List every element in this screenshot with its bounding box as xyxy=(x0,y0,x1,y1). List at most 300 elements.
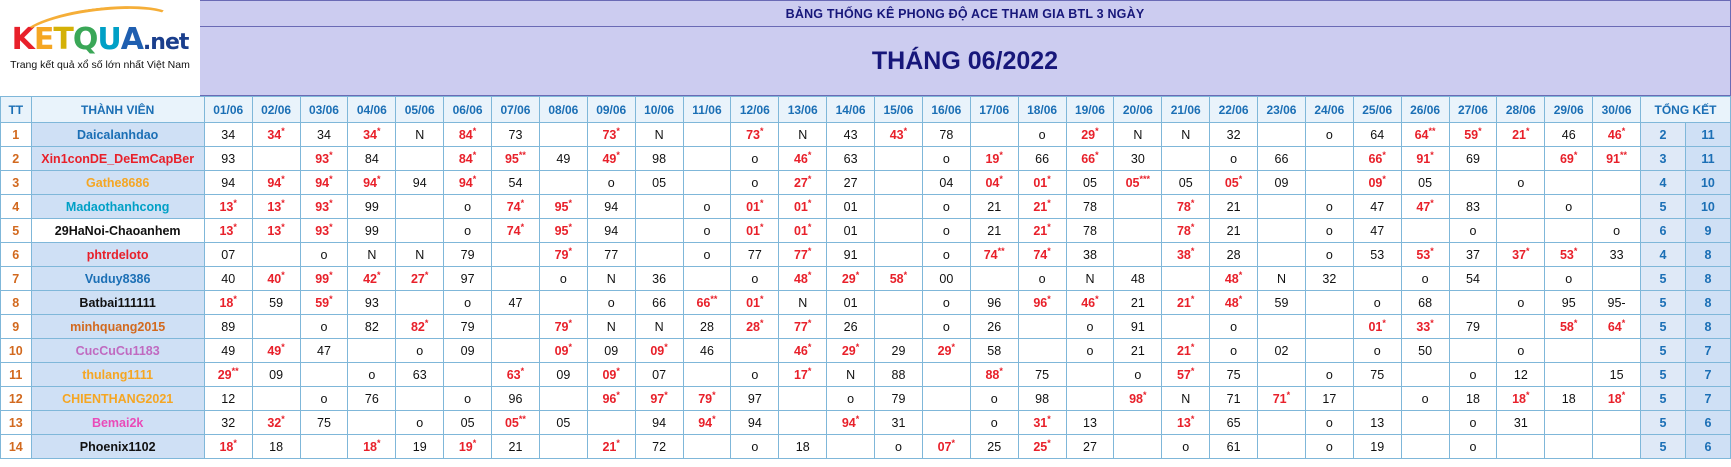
row-index: 11 xyxy=(1,363,32,387)
day-cell xyxy=(1258,411,1306,435)
day-cell xyxy=(683,435,731,459)
day-cell xyxy=(1545,219,1593,243)
day-cell: o xyxy=(1449,363,1497,387)
day-cell xyxy=(1593,411,1641,435)
header-right xyxy=(200,0,1731,96)
day-cell: 19 xyxy=(396,435,444,459)
day-cell: 95* xyxy=(539,195,587,219)
day-cell: 34* xyxy=(252,123,300,147)
column-header-day-16: 16/06 xyxy=(922,97,970,123)
member-name[interactable]: phtrdeloto xyxy=(31,243,204,267)
day-cell xyxy=(396,195,444,219)
column-header-day-7: 07/06 xyxy=(492,97,540,123)
day-cell: 63* xyxy=(492,363,540,387)
day-cell: 05 xyxy=(444,411,492,435)
day-cell: 64** xyxy=(1401,123,1449,147)
day-cell xyxy=(1545,363,1593,387)
day-cell: N xyxy=(1114,123,1162,147)
day-cell: 82 xyxy=(348,315,396,339)
month-title: THÁNG 06/2022 xyxy=(200,27,1731,96)
day-cell xyxy=(779,387,827,411)
day-cell: o xyxy=(1018,267,1066,291)
day-cell: o xyxy=(875,435,923,459)
column-header-day-26: 26/06 xyxy=(1401,97,1449,123)
day-cell xyxy=(1305,291,1353,315)
day-cell: 04 xyxy=(922,171,970,195)
day-cell: 74* xyxy=(1018,243,1066,267)
column-header-day-14: 14/06 xyxy=(827,97,875,123)
day-cell: 09* xyxy=(587,363,635,387)
day-cell: 58* xyxy=(875,267,923,291)
day-cell: o xyxy=(444,387,492,411)
day-cell xyxy=(1114,219,1162,243)
day-cell: 94 xyxy=(587,219,635,243)
day-cell: 01* xyxy=(779,219,827,243)
day-cell: N xyxy=(1162,123,1210,147)
day-cell: 77 xyxy=(731,243,779,267)
day-cell: o xyxy=(396,411,444,435)
day-cell: 79 xyxy=(1449,315,1497,339)
day-cell: 26 xyxy=(827,315,875,339)
day-cell xyxy=(1545,171,1593,195)
day-cell: o xyxy=(1449,435,1497,459)
day-cell: o xyxy=(1497,291,1545,315)
day-cell: 97* xyxy=(635,387,683,411)
member-name[interactable]: CHIENTHANG2021 xyxy=(31,387,204,411)
total-a: 4 xyxy=(1641,243,1686,267)
day-cell: 91 xyxy=(1114,315,1162,339)
column-header-day-4: 04/06 xyxy=(348,97,396,123)
day-cell xyxy=(683,171,731,195)
day-cell: 19 xyxy=(1353,435,1401,459)
row-index: 3 xyxy=(1,171,32,195)
day-cell: 49* xyxy=(252,339,300,363)
day-cell: 21 xyxy=(492,435,540,459)
day-cell: 07* xyxy=(922,435,970,459)
day-cell: 18* xyxy=(1593,387,1641,411)
day-cell: 78 xyxy=(922,123,970,147)
day-cell: 74** xyxy=(970,243,1018,267)
day-cell: 64* xyxy=(1593,315,1641,339)
day-cell: 66 xyxy=(1258,147,1306,171)
day-cell: 65 xyxy=(1210,411,1258,435)
day-cell: o xyxy=(1210,339,1258,363)
day-cell xyxy=(683,267,731,291)
day-cell: N xyxy=(587,267,635,291)
column-header-day-3: 03/06 xyxy=(300,97,348,123)
day-cell: 28 xyxy=(683,315,731,339)
day-cell xyxy=(1401,363,1449,387)
day-cell: 91* xyxy=(1401,147,1449,171)
day-cell: 73* xyxy=(587,123,635,147)
day-cell: 53* xyxy=(1545,243,1593,267)
day-cell: 09 xyxy=(539,363,587,387)
day-cell: N xyxy=(1258,267,1306,291)
member-name[interactable]: Daicalanhdao xyxy=(31,123,204,147)
day-cell xyxy=(875,195,923,219)
day-cell: o xyxy=(300,315,348,339)
day-cell: 42* xyxy=(348,267,396,291)
day-cell: 13* xyxy=(204,219,252,243)
day-cell xyxy=(827,435,875,459)
column-header-day-9: 09/06 xyxy=(587,97,635,123)
day-cell xyxy=(348,339,396,363)
column-header-day-23: 23/06 xyxy=(1258,97,1306,123)
day-cell xyxy=(1066,387,1114,411)
day-cell: o xyxy=(1401,387,1449,411)
day-cell xyxy=(252,315,300,339)
day-cell: 64 xyxy=(1353,123,1401,147)
day-cell: 94 xyxy=(635,411,683,435)
column-header-day-13: 13/06 xyxy=(779,97,827,123)
total-b: 11 xyxy=(1685,147,1730,171)
column-header-day-8: 08/06 xyxy=(539,97,587,123)
day-cell xyxy=(1497,219,1545,243)
day-cell: 25* xyxy=(1018,435,1066,459)
day-cell xyxy=(683,363,731,387)
day-cell: 37 xyxy=(1449,243,1497,267)
row-index: 9 xyxy=(1,315,32,339)
day-cell xyxy=(492,243,540,267)
day-cell xyxy=(1066,363,1114,387)
day-cell: 66 xyxy=(1018,147,1066,171)
day-cell: 79 xyxy=(444,315,492,339)
day-cell: 13* xyxy=(252,219,300,243)
day-cell: 59 xyxy=(1258,291,1306,315)
day-cell: 19* xyxy=(970,147,1018,171)
day-cell xyxy=(1305,339,1353,363)
day-cell: 49* xyxy=(587,147,635,171)
day-cell: 94 xyxy=(587,195,635,219)
column-header-day-15: 15/06 xyxy=(875,97,923,123)
day-cell: 18* xyxy=(1497,387,1545,411)
day-cell: 46 xyxy=(683,339,731,363)
row-index: 6 xyxy=(1,243,32,267)
column-header-day-19: 19/06 xyxy=(1066,97,1114,123)
day-cell: o xyxy=(922,195,970,219)
total-b: 7 xyxy=(1685,387,1730,411)
day-cell xyxy=(300,435,348,459)
table-row xyxy=(1,267,1731,291)
column-header-day-25: 25/06 xyxy=(1353,97,1401,123)
day-cell: 50 xyxy=(1401,339,1449,363)
day-cell xyxy=(396,387,444,411)
day-cell xyxy=(683,123,731,147)
day-cell: o xyxy=(683,243,731,267)
day-cell xyxy=(1305,315,1353,339)
day-cell: 31 xyxy=(875,411,923,435)
day-cell: 01* xyxy=(779,195,827,219)
day-cell: 07 xyxy=(635,363,683,387)
total-a: 6 xyxy=(1641,219,1686,243)
total-b: 8 xyxy=(1685,267,1730,291)
day-cell: 27* xyxy=(779,171,827,195)
day-cell: 94* xyxy=(348,171,396,195)
day-cell: o xyxy=(1593,219,1641,243)
day-cell: 78 xyxy=(1066,219,1114,243)
day-cell: 21* xyxy=(1497,123,1545,147)
day-cell: 29* xyxy=(827,339,875,363)
day-cell: 47* xyxy=(1401,195,1449,219)
row-index: 10 xyxy=(1,339,32,363)
day-cell: o xyxy=(1305,243,1353,267)
day-cell: 66* xyxy=(1353,147,1401,171)
day-cell: 98 xyxy=(635,147,683,171)
day-cell xyxy=(731,339,779,363)
day-cell: o xyxy=(827,387,875,411)
member-name[interactable]: minhquang2015 xyxy=(31,315,204,339)
day-cell: 96 xyxy=(492,387,540,411)
day-cell: 79* xyxy=(539,243,587,267)
day-cell: 15 xyxy=(1593,363,1641,387)
total-a: 5 xyxy=(1641,387,1686,411)
member-name[interactable]: Phoenix1102 xyxy=(31,435,204,459)
member-name[interactable]: Madaothanhcong xyxy=(31,195,204,219)
day-cell: 13* xyxy=(1162,411,1210,435)
day-cell: 09* xyxy=(1353,171,1401,195)
logo-letter-k: K xyxy=(11,21,34,57)
day-cell: o xyxy=(1162,435,1210,459)
table-row xyxy=(1,123,1731,147)
day-cell xyxy=(1353,387,1401,411)
day-cell: o xyxy=(731,363,779,387)
day-cell: 59* xyxy=(300,291,348,315)
day-cell: 88 xyxy=(875,363,923,387)
day-cell: N xyxy=(348,243,396,267)
day-cell: 63 xyxy=(827,147,875,171)
day-cell: 98* xyxy=(1114,387,1162,411)
day-cell xyxy=(1401,435,1449,459)
day-cell xyxy=(492,315,540,339)
column-header-day-2: 02/06 xyxy=(252,97,300,123)
day-cell: 01* xyxy=(731,195,779,219)
day-cell: o xyxy=(1066,339,1114,363)
day-cell: 29 xyxy=(875,339,923,363)
day-cell: 75 xyxy=(1018,363,1066,387)
day-cell xyxy=(1258,243,1306,267)
day-cell: 19* xyxy=(444,435,492,459)
day-cell: 71 xyxy=(1210,387,1258,411)
day-cell: 32 xyxy=(204,411,252,435)
day-cell: 57* xyxy=(1162,363,1210,387)
day-cell: 34 xyxy=(204,123,252,147)
day-cell xyxy=(492,339,540,363)
total-b: 7 xyxy=(1685,363,1730,387)
day-cell xyxy=(635,219,683,243)
total-b: 10 xyxy=(1685,195,1730,219)
total-b: 10 xyxy=(1685,171,1730,195)
day-cell: 88* xyxy=(970,363,1018,387)
member-name[interactable]: Batbai111111 xyxy=(31,291,204,315)
member-name[interactable]: Bemai2k xyxy=(31,411,204,435)
day-cell: 99 xyxy=(348,195,396,219)
day-cell: 54 xyxy=(1449,267,1497,291)
day-cell: 05*** xyxy=(1114,171,1162,195)
day-cell: 18* xyxy=(204,435,252,459)
day-cell: 83 xyxy=(1449,195,1497,219)
day-cell: 38* xyxy=(1162,243,1210,267)
banner-title: BẢNG THỐNG KÊ PHONG ĐỘ ACE THAM GIA BTL 3 NGÀY xyxy=(200,0,1731,27)
member-name[interactable]: Gathe8686 xyxy=(31,171,204,195)
day-cell: 99* xyxy=(300,267,348,291)
day-cell: 01* xyxy=(1018,171,1066,195)
day-cell: 77* xyxy=(779,243,827,267)
day-cell: 21* xyxy=(1018,195,1066,219)
day-cell: 27* xyxy=(396,267,444,291)
day-cell: N xyxy=(396,123,444,147)
day-cell: o xyxy=(539,267,587,291)
day-cell: 49 xyxy=(539,147,587,171)
day-cell xyxy=(252,147,300,171)
day-cell: 13* xyxy=(252,195,300,219)
total-a: 5 xyxy=(1641,195,1686,219)
day-cell xyxy=(348,411,396,435)
day-cell: 26 xyxy=(970,315,1018,339)
day-cell: 05 xyxy=(539,411,587,435)
day-cell: 27 xyxy=(827,171,875,195)
day-cell: 34 xyxy=(300,123,348,147)
day-cell: N xyxy=(635,315,683,339)
day-cell: o xyxy=(922,243,970,267)
day-cell: 01* xyxy=(731,291,779,315)
logo-letter-t: T xyxy=(53,21,73,57)
day-cell: 28 xyxy=(1210,243,1258,267)
day-cell: 74* xyxy=(492,219,540,243)
member-name[interactable]: Vuduy8386 xyxy=(31,267,204,291)
day-cell: 21 xyxy=(1210,195,1258,219)
day-cell: 12 xyxy=(204,387,252,411)
day-cell: 01* xyxy=(731,219,779,243)
day-cell: 77* xyxy=(779,315,827,339)
day-cell: N xyxy=(1066,267,1114,291)
day-cell: 40 xyxy=(204,267,252,291)
logo-letter-e: E xyxy=(33,21,54,57)
day-cell: 59 xyxy=(252,291,300,315)
day-cell: 48* xyxy=(779,267,827,291)
day-cell xyxy=(1545,411,1593,435)
member-name[interactable]: CucCuCu1183 xyxy=(31,339,204,363)
member-name[interactable]: 29HaNoi-Chaoanhem xyxy=(31,219,204,243)
day-cell: 47 xyxy=(1353,195,1401,219)
day-cell: 09* xyxy=(635,339,683,363)
day-cell: o xyxy=(1353,339,1401,363)
day-cell: 94* xyxy=(300,171,348,195)
day-cell: 95** xyxy=(492,147,540,171)
column-header-day-12: 12/06 xyxy=(731,97,779,123)
day-cell: 97 xyxy=(731,387,779,411)
day-cell: o xyxy=(1449,219,1497,243)
day-cell xyxy=(1449,291,1497,315)
day-cell: o xyxy=(683,219,731,243)
day-cell: 68 xyxy=(1401,291,1449,315)
day-cell: 66* xyxy=(1066,147,1114,171)
day-cell: 00 xyxy=(922,267,970,291)
day-cell: 69* xyxy=(1545,147,1593,171)
day-cell xyxy=(779,411,827,435)
total-b: 9 xyxy=(1685,219,1730,243)
day-cell: o xyxy=(970,411,1018,435)
day-cell: 75 xyxy=(1353,363,1401,387)
total-a: 5 xyxy=(1641,291,1686,315)
total-b: 8 xyxy=(1685,291,1730,315)
day-cell: 13* xyxy=(204,195,252,219)
day-cell: 95 xyxy=(1545,291,1593,315)
total-b: 8 xyxy=(1685,243,1730,267)
day-cell: o xyxy=(922,219,970,243)
day-cell xyxy=(1497,147,1545,171)
day-cell: o xyxy=(922,147,970,171)
total-b: 11 xyxy=(1685,123,1730,147)
total-b: 6 xyxy=(1685,411,1730,435)
day-cell: 49 xyxy=(204,339,252,363)
table-row xyxy=(1,387,1731,411)
table-row xyxy=(1,243,1731,267)
day-cell: 91** xyxy=(1593,147,1641,171)
day-cell: 59* xyxy=(1449,123,1497,147)
day-cell: 72 xyxy=(635,435,683,459)
day-cell: o xyxy=(1114,363,1162,387)
day-cell: o xyxy=(444,219,492,243)
day-cell: 27 xyxy=(1066,435,1114,459)
day-cell: 05** xyxy=(492,411,540,435)
day-cell xyxy=(396,147,444,171)
day-cell: 47 xyxy=(300,339,348,363)
member-name[interactable]: thulang1111 xyxy=(31,363,204,387)
day-cell xyxy=(1593,195,1641,219)
day-cell: 21 xyxy=(1210,219,1258,243)
day-cell: 21 xyxy=(970,219,1018,243)
day-cell: 18 xyxy=(1449,387,1497,411)
day-cell: 63 xyxy=(396,363,444,387)
day-cell: 96* xyxy=(1018,291,1066,315)
day-cell: 37* xyxy=(1497,243,1545,267)
day-cell xyxy=(875,243,923,267)
site-logo[interactable] xyxy=(0,0,200,95)
day-cell: N xyxy=(1162,387,1210,411)
day-cell xyxy=(875,171,923,195)
day-cell: 32* xyxy=(252,411,300,435)
day-cell: 05* xyxy=(1210,171,1258,195)
day-cell: 84* xyxy=(444,147,492,171)
logo-letter-u: U xyxy=(97,21,121,57)
day-cell: 48* xyxy=(1210,267,1258,291)
day-cell: 29* xyxy=(922,339,970,363)
day-cell: 01 xyxy=(827,195,875,219)
row-index: 5 xyxy=(1,219,32,243)
day-cell: N xyxy=(587,315,635,339)
member-name[interactable]: Xin1conDE_DeEmCapBer xyxy=(31,147,204,171)
day-cell: 82* xyxy=(396,315,444,339)
day-cell xyxy=(539,171,587,195)
day-cell: o xyxy=(587,291,635,315)
day-cell xyxy=(1449,171,1497,195)
day-cell: 46* xyxy=(779,147,827,171)
day-cell xyxy=(1114,411,1162,435)
day-cell xyxy=(1305,147,1353,171)
day-cell: o xyxy=(1305,363,1353,387)
column-header-day-24: 24/06 xyxy=(1305,97,1353,123)
day-cell: 21* xyxy=(1162,339,1210,363)
day-cell: 98 xyxy=(1018,387,1066,411)
day-cell: 66 xyxy=(635,291,683,315)
day-cell xyxy=(1258,315,1306,339)
day-cell: 94* xyxy=(827,411,875,435)
column-header-member: THÀNH VIÊN xyxy=(31,97,204,123)
day-cell xyxy=(1162,267,1210,291)
day-cell: N xyxy=(396,243,444,267)
day-cell: 40* xyxy=(252,267,300,291)
day-cell xyxy=(970,267,1018,291)
